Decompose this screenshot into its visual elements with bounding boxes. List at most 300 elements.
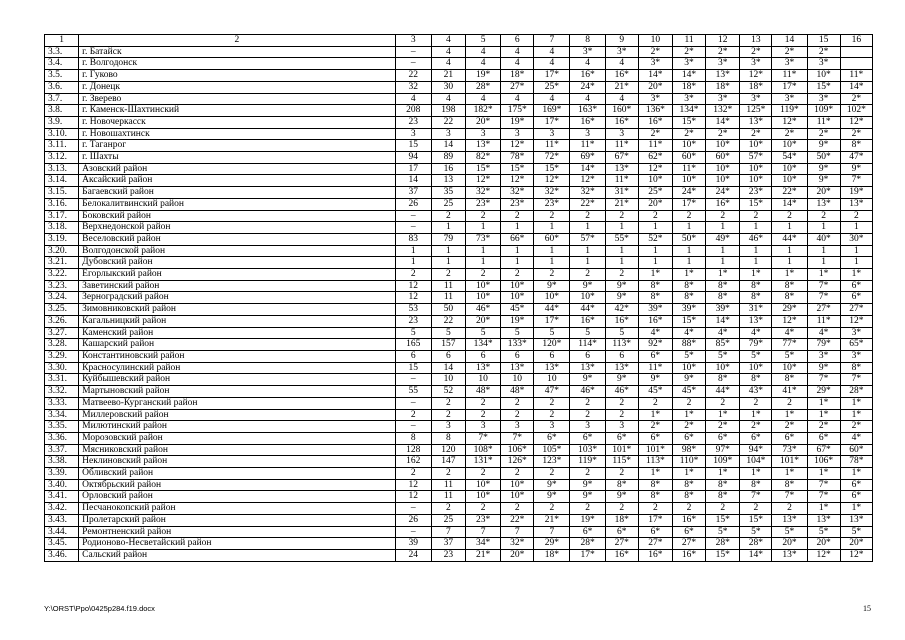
value-cell: 8* <box>772 374 807 386</box>
value-cell: 12* <box>570 175 605 187</box>
value-cell: 16* <box>638 549 672 561</box>
value-cell: 79 <box>431 233 465 245</box>
row-name-cell: г. Донецк <box>79 81 396 93</box>
value-cell: 9* <box>534 491 570 503</box>
value-cell: 103* <box>570 444 605 456</box>
table-row <box>45 152 873 164</box>
value-cell <box>840 46 872 58</box>
table-row <box>45 140 873 152</box>
value-cell: 1 <box>807 222 840 234</box>
value-cell: 5 <box>431 327 465 339</box>
value-cell: 69* <box>570 152 605 164</box>
value-cell: 55* <box>605 233 638 245</box>
row-number-cell: 3.35. <box>45 421 79 433</box>
value-cell: 1* <box>672 468 705 480</box>
value-cell: 15* <box>706 549 740 561</box>
value-cell: 82* <box>466 152 501 164</box>
value-cell: 2* <box>840 93 872 105</box>
value-cell: 6* <box>570 432 605 444</box>
value-cell: 12* <box>501 140 534 152</box>
value-cell: 17* <box>534 315 570 327</box>
value-cell: 1 <box>466 245 501 257</box>
value-cell: 1 <box>534 245 570 257</box>
value-cell: 4 <box>501 58 534 70</box>
value-cell: 25 <box>431 514 465 526</box>
value-cell: – <box>395 46 431 58</box>
value-cell: 12* <box>840 315 872 327</box>
value-cell: 20* <box>466 116 501 128</box>
value-cell: 1 <box>672 222 705 234</box>
table-row <box>45 386 873 398</box>
value-cell: 10* <box>466 491 501 503</box>
value-cell: 23* <box>466 514 501 526</box>
value-cell: 175* <box>501 105 534 117</box>
value-cell: 1* <box>772 269 807 281</box>
value-cell: 18* <box>706 81 740 93</box>
value-cell: 1* <box>740 409 772 421</box>
column-header: 1 <box>45 35 79 47</box>
value-cell: 44* <box>706 386 740 398</box>
column-header: 5 <box>466 35 501 47</box>
value-cell: 1 <box>672 245 705 257</box>
value-cell: 101* <box>638 444 672 456</box>
value-cell: 10* <box>466 280 501 292</box>
row-name-cell: Мартыновский район <box>79 386 396 398</box>
table-row <box>45 315 873 327</box>
value-cell: 19* <box>501 116 534 128</box>
table-row <box>45 304 873 316</box>
value-cell: 20* <box>638 81 672 93</box>
value-cell: 72* <box>534 152 570 164</box>
value-cell <box>840 58 872 70</box>
value-cell: 23* <box>534 198 570 210</box>
value-cell: 13* <box>605 163 638 175</box>
value-cell: 6* <box>605 432 638 444</box>
value-cell: 106* <box>807 456 840 468</box>
value-cell: 15* <box>672 315 705 327</box>
row-name-cell: Зимовниковский район <box>79 304 396 316</box>
value-cell: 6 <box>395 350 431 362</box>
column-header: 3 <box>395 35 431 47</box>
value-cell: 6* <box>840 280 872 292</box>
row-number-cell: 3.16. <box>45 198 79 210</box>
value-cell: 15* <box>706 514 740 526</box>
value-cell: 1* <box>840 503 872 515</box>
value-cell: 2 <box>501 210 534 222</box>
row-name-cell: г. Таганрог <box>79 140 396 152</box>
value-cell: 8* <box>772 479 807 491</box>
row-name-cell: Белокалитвинский район <box>79 198 396 210</box>
value-cell: 41* <box>772 386 807 398</box>
value-cell: 1* <box>672 269 705 281</box>
value-cell: 1* <box>638 409 672 421</box>
value-cell: 60* <box>534 233 570 245</box>
footer-file-path: Y:\ORST\Ppo\0425p284.f19.docx <box>44 604 155 613</box>
value-cell: 79* <box>807 339 840 351</box>
value-cell: 2* <box>638 421 672 433</box>
value-cell: 9* <box>570 479 605 491</box>
value-cell: 10* <box>672 175 705 187</box>
value-cell: 2* <box>807 421 840 433</box>
value-cell: 2 <box>840 210 872 222</box>
value-cell: 20* <box>807 187 840 199</box>
value-cell: 2* <box>772 128 807 140</box>
value-cell: 13* <box>807 514 840 526</box>
value-cell: 92* <box>638 339 672 351</box>
row-number-cell: 3.38. <box>45 456 79 468</box>
value-cell: 8* <box>672 479 705 491</box>
value-cell: 25* <box>534 81 570 93</box>
value-cell: 10* <box>740 175 772 187</box>
row-number-cell: 3.32. <box>45 386 79 398</box>
value-cell: 10* <box>706 140 740 152</box>
value-cell: 77* <box>772 339 807 351</box>
value-cell: 8* <box>605 479 638 491</box>
value-cell: 13* <box>534 362 570 374</box>
value-cell: 1 <box>740 245 772 257</box>
value-cell: 9* <box>570 491 605 503</box>
row-name-cell: г. Зверево <box>79 93 396 105</box>
table-row <box>45 70 873 82</box>
value-cell: 4 <box>466 93 501 105</box>
value-cell: 11* <box>605 175 638 187</box>
value-cell: 48* <box>466 386 501 398</box>
value-cell: 2* <box>672 128 705 140</box>
column-header: 12 <box>706 35 740 47</box>
value-cell: 32* <box>466 187 501 199</box>
value-cell: 30* <box>840 233 872 245</box>
value-cell: 2 <box>466 503 501 515</box>
value-cell: 12* <box>840 116 872 128</box>
value-cell: 2* <box>638 46 672 58</box>
table-row <box>45 175 873 187</box>
row-number-cell: 3.18. <box>45 222 79 234</box>
value-cell: 7 <box>534 526 570 538</box>
value-cell: 7 <box>501 526 534 538</box>
row-number-cell: 3.44. <box>45 526 79 538</box>
value-cell: 4 <box>466 58 501 70</box>
value-cell: 120 <box>431 444 465 456</box>
value-cell: 5* <box>840 526 872 538</box>
value-cell: 2* <box>807 46 840 58</box>
value-cell: 27* <box>605 538 638 550</box>
value-cell: 2 <box>772 397 807 409</box>
value-cell: 50* <box>807 152 840 164</box>
value-cell: 2 <box>605 269 638 281</box>
value-cell: 134* <box>466 339 501 351</box>
value-cell: 12* <box>534 175 570 187</box>
row-number-cell: 3.12. <box>45 152 79 164</box>
value-cell: 6 <box>534 350 570 362</box>
value-cell: 110* <box>672 456 705 468</box>
value-cell: 10* <box>740 140 772 152</box>
value-cell: 8* <box>740 292 772 304</box>
value-cell: 5* <box>706 526 740 538</box>
value-cell: 28* <box>570 538 605 550</box>
value-cell: 32* <box>501 538 534 550</box>
table-header-row <box>45 35 873 47</box>
value-cell: 54* <box>772 152 807 164</box>
row-number-cell: 3.37. <box>45 444 79 456</box>
value-cell: 12* <box>740 70 772 82</box>
value-cell: 11* <box>807 315 840 327</box>
value-cell: 4 <box>605 93 638 105</box>
value-cell: 4 <box>395 93 431 105</box>
value-cell: 3* <box>840 350 872 362</box>
value-cell: 28* <box>466 81 501 93</box>
value-cell: 3* <box>638 93 672 105</box>
table-row <box>45 93 873 105</box>
value-cell: 2 <box>501 503 534 515</box>
value-cell: 45* <box>501 304 534 316</box>
value-cell: 14* <box>570 163 605 175</box>
value-cell: 39* <box>638 304 672 316</box>
table-row <box>45 491 873 503</box>
value-cell: 2 <box>605 503 638 515</box>
value-cell: 14 <box>395 175 431 187</box>
value-cell: 16* <box>672 514 705 526</box>
value-cell: 12* <box>501 175 534 187</box>
value-cell: 8 <box>395 432 431 444</box>
value-cell: 5* <box>772 350 807 362</box>
value-cell: 9* <box>570 280 605 292</box>
value-cell: 12 <box>395 280 431 292</box>
value-cell: 52 <box>431 386 465 398</box>
value-cell: 157 <box>431 339 465 351</box>
value-cell: 165 <box>395 339 431 351</box>
table-row <box>45 514 873 526</box>
value-cell: 6* <box>672 526 705 538</box>
value-cell: 13* <box>772 549 807 561</box>
table-row <box>45 210 873 222</box>
value-cell: – <box>395 397 431 409</box>
value-cell: 5 <box>395 327 431 339</box>
value-cell: 5 <box>570 327 605 339</box>
value-cell: 21* <box>605 81 638 93</box>
row-name-cell: Мясниковский район <box>79 444 396 456</box>
table-row <box>45 421 873 433</box>
value-cell: 2 <box>605 409 638 421</box>
column-header: 15 <box>807 35 840 47</box>
value-cell: 3* <box>740 58 772 70</box>
value-cell: 2 <box>534 210 570 222</box>
value-cell: 2 <box>431 269 465 281</box>
value-cell: 1* <box>706 269 740 281</box>
value-cell: 20* <box>466 315 501 327</box>
value-cell: 6* <box>706 432 740 444</box>
value-cell: 1 <box>570 222 605 234</box>
value-cell: 10* <box>501 491 534 503</box>
value-cell: 30 <box>431 81 465 93</box>
value-cell: 39* <box>706 304 740 316</box>
value-cell: 13* <box>466 362 501 374</box>
value-cell: 42* <box>605 304 638 316</box>
value-cell: 1 <box>501 245 534 257</box>
value-cell: 67* <box>807 444 840 456</box>
value-cell: 2 <box>638 503 672 515</box>
value-cell: 1 <box>534 222 570 234</box>
row-name-cell: г. Гуково <box>79 70 396 82</box>
value-cell: 3 <box>501 421 534 433</box>
value-cell: 16* <box>570 116 605 128</box>
value-cell: 66* <box>501 233 534 245</box>
value-cell: 53 <box>395 304 431 316</box>
value-cell: 15* <box>807 81 840 93</box>
table-row <box>45 58 873 70</box>
value-cell: 13* <box>840 514 872 526</box>
value-cell: 9* <box>570 374 605 386</box>
value-cell: 11 <box>431 292 465 304</box>
column-header: 14 <box>772 35 807 47</box>
value-cell: 101* <box>605 444 638 456</box>
table-row <box>45 444 873 456</box>
value-cell: 12* <box>840 549 872 561</box>
value-cell: 18* <box>534 549 570 561</box>
value-cell: 2 <box>431 210 465 222</box>
value-cell: 147 <box>431 456 465 468</box>
row-number-cell: 3.27. <box>45 327 79 339</box>
value-cell: 114* <box>570 339 605 351</box>
value-cell: 27* <box>840 304 872 316</box>
value-cell: 3* <box>740 93 772 105</box>
value-cell: 2 <box>672 210 705 222</box>
value-cell: 24* <box>672 187 705 199</box>
value-cell: 101* <box>772 456 807 468</box>
value-cell: 44* <box>534 304 570 316</box>
row-number-cell: 3.8. <box>45 105 79 117</box>
value-cell: 2 <box>466 409 501 421</box>
value-cell: – <box>395 374 431 386</box>
value-cell: 3* <box>807 350 840 362</box>
row-number-cell: 3.5. <box>45 70 79 82</box>
value-cell: 12* <box>638 163 672 175</box>
column-header: 10 <box>638 35 672 47</box>
row-number-cell: 3.4. <box>45 58 79 70</box>
row-name-cell: Песчанокопский район <box>79 503 396 515</box>
value-cell: 48* <box>501 386 534 398</box>
value-cell: 3* <box>672 58 705 70</box>
value-cell: 113* <box>605 339 638 351</box>
value-cell: 1* <box>807 269 840 281</box>
table-row <box>45 374 873 386</box>
value-cell: 9* <box>534 479 570 491</box>
value-cell: 28* <box>706 538 740 550</box>
value-cell: 2 <box>638 210 672 222</box>
value-cell: 10* <box>706 362 740 374</box>
value-cell: 2* <box>772 421 807 433</box>
table-row <box>45 280 873 292</box>
value-cell: 14* <box>706 315 740 327</box>
value-cell: 182* <box>466 105 501 117</box>
value-cell: 123* <box>534 456 570 468</box>
value-cell: 136* <box>638 105 672 117</box>
value-cell: 128 <box>395 444 431 456</box>
value-cell: 3* <box>807 58 840 70</box>
row-number-cell: 3.24. <box>45 292 79 304</box>
value-cell: 7* <box>840 175 872 187</box>
value-cell: 73* <box>772 444 807 456</box>
table-row <box>45 432 873 444</box>
value-cell: 15* <box>501 163 534 175</box>
value-cell: 78* <box>840 456 872 468</box>
value-cell: 6* <box>570 526 605 538</box>
row-name-cell: Матвеево-Курганский район <box>79 397 396 409</box>
value-cell: 6* <box>638 350 672 362</box>
value-cell: 3 <box>534 128 570 140</box>
row-name-cell: Азовский район <box>79 163 396 175</box>
value-cell: 11* <box>807 116 840 128</box>
value-cell: 21* <box>466 549 501 561</box>
value-cell: 3* <box>807 93 840 105</box>
row-name-cell: Кагальницкий район <box>79 315 396 327</box>
value-cell: 27* <box>501 81 534 93</box>
value-cell: 2 <box>605 468 638 480</box>
value-cell: 10* <box>706 175 740 187</box>
value-cell: 106* <box>501 444 534 456</box>
value-cell: 7* <box>807 479 840 491</box>
row-name-cell: Верхнедонской район <box>79 222 396 234</box>
value-cell: 44* <box>570 304 605 316</box>
value-cell: 24 <box>395 549 431 561</box>
row-number-cell: 3.28. <box>45 339 79 351</box>
value-cell: 94* <box>740 444 772 456</box>
value-cell: 5* <box>672 350 705 362</box>
value-cell: 12* <box>772 315 807 327</box>
value-cell: 17* <box>534 116 570 128</box>
value-cell: 4 <box>501 46 534 58</box>
value-cell: 9* <box>807 163 840 175</box>
value-cell: 13* <box>807 198 840 210</box>
value-cell: 5 <box>501 327 534 339</box>
value-cell: 14 <box>431 140 465 152</box>
value-cell: 1 <box>840 245 872 257</box>
row-name-cell: Константиновский район <box>79 350 396 362</box>
value-cell: 17* <box>638 514 672 526</box>
row-number-cell: 3.7. <box>45 93 79 105</box>
value-cell: 10 <box>431 374 465 386</box>
value-cell: 1* <box>740 269 772 281</box>
value-cell: 7* <box>466 432 501 444</box>
value-cell: 3* <box>672 93 705 105</box>
value-cell: 10* <box>672 140 705 152</box>
value-cell: 25* <box>638 187 672 199</box>
value-cell: 14* <box>772 198 807 210</box>
value-cell: 23 <box>395 315 431 327</box>
value-cell: 8* <box>840 362 872 374</box>
value-cell: 13* <box>840 198 872 210</box>
value-cell: 10* <box>570 292 605 304</box>
value-cell: 1 <box>501 222 534 234</box>
value-cell: 163* <box>570 105 605 117</box>
value-cell: 32* <box>570 187 605 199</box>
row-number-cell: 3.42. <box>45 503 79 515</box>
row-name-cell: Обливский район <box>79 468 396 480</box>
value-cell: 3 <box>570 421 605 433</box>
value-cell: 10 <box>501 374 534 386</box>
value-cell: 55 <box>395 386 431 398</box>
value-cell: 11* <box>638 140 672 152</box>
row-name-cell: Зерноградский район <box>79 292 396 304</box>
row-number-cell: 3.30. <box>45 362 79 374</box>
table-row <box>45 292 873 304</box>
value-cell: 45* <box>672 386 705 398</box>
value-cell: 5 <box>466 327 501 339</box>
value-cell: 10* <box>772 362 807 374</box>
value-cell: 105* <box>534 444 570 456</box>
row-number-cell: 3.43. <box>45 514 79 526</box>
column-header: 13 <box>740 35 772 47</box>
value-cell: 2 <box>740 210 772 222</box>
